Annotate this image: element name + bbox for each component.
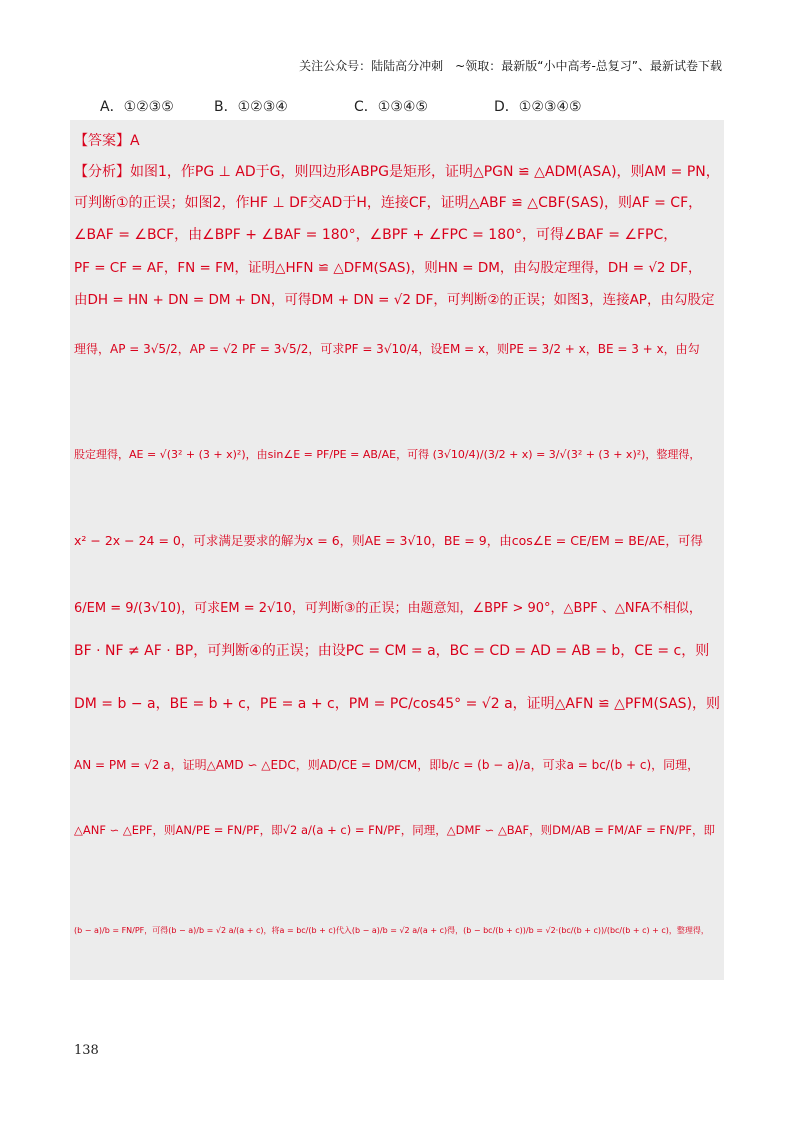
answer-label: 【答案】A [74,133,140,149]
page-header: 关注公众号：陆陆高分冲刺 ~领取：最新版“小中高考-总复习”、最新试卷下载 [299,59,722,73]
analysis-line-11: DM = b − a，BE = b + c，PE = a + c，PM = PC/cos45° = √2 a，证明△AFN ≌ △PFM(SAS)，则 [74,696,721,712]
analysis-line-13: △ANF ∽ △EPF，则AN/PE = FN/PF，即√2 a/(a + c) = FN/PF，同理，△DMF ∽ △BAF，则DM/AB = FM/AF = FN/PF，即 [74,823,715,837]
analysis-line-10: BF · NF ≠ AF · BP，可判断④的正误；由设PC = CM = a，BC = CD = AD = AB = b，CE = c，则 [74,643,710,659]
choice-b: B．①②③④ [214,99,288,115]
analysis-line-4: PF = CF = AF，FN = FM，证明△HFN ≌ △DFM(SAS)，则HN = DM，由勾股定理得，DH = √2 DF， [74,260,702,276]
analysis-line-2: 可判断①的正误；如图2，作HF ⊥ DF交AD于H，连接CF，证明△ABF ≌ △CBF(SAS)，则AF = CF， [74,195,703,211]
analysis-line-3: ∠BAF = ∠BCF，由∠BPF + ∠BAF = 180°，∠BPF + ∠FPC = 180°，可得∠BAF = ∠FPC， [74,227,678,243]
choice-a: A．①②③⑤ [100,99,174,115]
analysis-line-12: AN = PM = √2 a，证明△AMD ∽ △EDC，则AD/CE = DM/CM，即b/c = (b − a)/a，可求a = bc/(b + c)，同理， [74,758,700,772]
analysis-line-6: 理得，AP = 3√5/2，AP = √2 PF = 3√5/2，可求PF = 3√10/4，设EM = x，则PE = 3/2 + x，BE = 3 + x，由勾 [74,342,700,356]
analysis-line-1: 【分析】如图1，作PG ⊥ AD于G，则四边形ABPG是矩形，证明△PGN ≌ △ADM(ASA)，则AM = PN， [74,164,720,180]
analysis-line-8: x² − 2x − 24 = 0，可求满足要求的解为x = 6，则AE = 3√10，BE = 9，由cos∠E = CE/EM = BE/AE，可得 [74,533,703,548]
page-number: 138 [74,1043,99,1058]
analysis-line-7: 股定理得，AE = √(3² + (3 + x)²)，由sin∠E = PF/PE = AB/AE，可得 (3√10/4)/(3/2 + x) = 3/√(3² + (3 + x)²)，整理得， [74,448,701,461]
analysis-line-9: 6/EM = 9/(3√10)，可求EM = 2√10，可判断③的正误；由题意知，∠BPF > 90°，△BPF 、△NFA不相似， [74,601,702,616]
analysis-line-14: (b − a)/b = FN/PF，可得(b − a)/b = √2 a/(a + c)，将a = bc/(b + c)代入(b − a)/b = √2 a/(a + c)得，(b − bc/(b + c))/b = √2·(bc/(b + c))/(bc/(b + c) + c)，整理得， [74,926,709,935]
choice-c: C．①③④⑤ [354,99,428,115]
solution-panel [70,120,724,980]
analysis-line-5: 由DH = HN + DN = DM + DN，可得DM + DN = √2 DF，可判断②的正误；如图3，连接AP，由勾股定 [74,292,715,308]
choice-d: D．①②③④⑤ [494,99,582,115]
